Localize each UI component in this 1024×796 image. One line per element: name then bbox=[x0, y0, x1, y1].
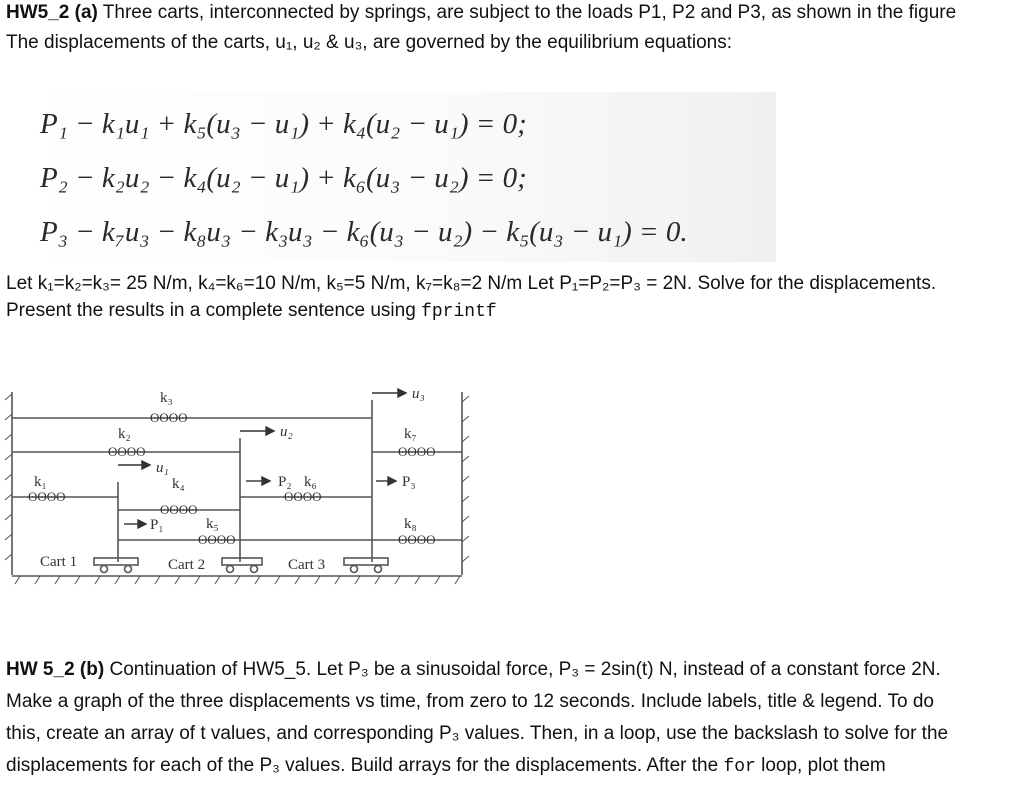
spring-k6-coil: ʘʘʘʘ bbox=[284, 489, 322, 504]
equation-2: P₂ − k₂u₂ − k₄(u₂ − u₁) + k₆(u₃ − u₂) = 0; bbox=[40, 162, 527, 194]
cart-2-wheel-left bbox=[227, 566, 234, 573]
label-k2: k₂ bbox=[118, 426, 131, 442]
u3-arrow-head bbox=[398, 389, 406, 397]
part-b-text-4b: loop, plot them bbox=[755, 755, 886, 776]
intro-line-1 bbox=[6, 0, 956, 26]
label-k8: k₈ bbox=[404, 516, 417, 532]
cart-3-platform bbox=[344, 558, 388, 565]
p2-arrow-head bbox=[262, 477, 270, 485]
cart-3-wheel-right bbox=[375, 566, 382, 573]
label-u3: u₃ bbox=[412, 386, 425, 402]
label-p2: P₂ bbox=[278, 474, 292, 490]
part-b-title: HW 5_2 (b) bbox=[6, 659, 105, 680]
spring-k4-coil: ʘʘʘʘ bbox=[160, 502, 198, 517]
label-u1: u₁ bbox=[156, 460, 169, 476]
part-b-line-1 bbox=[6, 657, 941, 683]
spring-k2-coil: ʘʘʘʘ bbox=[108, 444, 146, 459]
label-k5: k₅ bbox=[206, 516, 219, 532]
intro-line-2: The displacements of the carts, u₁, u₂ & u₃, are governed by the equilibrium equations: bbox=[6, 32, 732, 53]
label-u2: u₂ bbox=[280, 424, 293, 440]
cart-1-platform bbox=[94, 558, 138, 565]
part-b-line-3: this, create an array of t values, and corresponding P₃ values. Then, in a loop, use the backslash to solve for the bbox=[6, 723, 949, 744]
part-b-text-4a: displacements for each of the P₃ values. Build arrays for the displacements. After the bbox=[6, 755, 724, 776]
u2-arrow-head bbox=[266, 427, 274, 435]
for-code: for bbox=[723, 757, 756, 777]
right-wall-hatch bbox=[462, 396, 469, 562]
label-p3: P₃ bbox=[402, 474, 416, 490]
spring-k3-coil: ʘʘʘʘ bbox=[150, 410, 188, 425]
cart-1-wheel-left bbox=[101, 566, 108, 573]
cart-2-wheel-right bbox=[251, 566, 258, 573]
spring-k7-coil: ʘʘʘʘ bbox=[398, 444, 436, 459]
spring-cart-figure bbox=[0, 380, 480, 590]
part-b-line-4 bbox=[6, 753, 886, 780]
ground-hatch bbox=[15, 576, 460, 584]
p1-arrow-head bbox=[138, 520, 146, 528]
label-cart-2: Cart 2 bbox=[168, 557, 206, 573]
u1-arrow-head bbox=[142, 461, 150, 469]
p3-arrow-head bbox=[388, 477, 396, 485]
label-k1: k₁ bbox=[34, 474, 47, 490]
cart-1-wheel-right bbox=[125, 566, 132, 573]
part-b-line-2: Make a graph of the three displacements vs time, from zero to 12 seconds. Include labels, title & legend. To do bbox=[6, 691, 934, 712]
part-a-title: HW5_2 (a) bbox=[6, 2, 98, 23]
present-results-line bbox=[6, 298, 497, 325]
cart-3-wheel-left bbox=[351, 566, 358, 573]
part-b-text-1: Continuation of HW5_5. Let P₃ be a sinusoidal force, P₃ = 2sin(t) N, instead of a constant force 2N. bbox=[104, 659, 941, 680]
fprintf-code: fprintf bbox=[421, 302, 497, 322]
present-results-text: Present the results in a complete sentence using bbox=[6, 300, 422, 321]
label-p1: P₁ bbox=[150, 517, 164, 533]
spring-k1-coil: ʘʘʘʘ bbox=[28, 489, 66, 504]
label-k3: k₃ bbox=[160, 390, 173, 406]
label-cart-3: Cart 3 bbox=[288, 557, 326, 573]
label-k4: k₄ bbox=[172, 476, 185, 492]
spring-k8-coil: ʘʘʘʘ bbox=[398, 532, 436, 547]
left-wall-hatch bbox=[5, 394, 12, 560]
equation-1: P₁ − k₁u₁ + k₅(u₃ − u₁) + k₄(u₂ − u₁) = 0; bbox=[40, 108, 527, 140]
cart-2-platform bbox=[222, 558, 262, 565]
spring-k5-coil: ʘʘʘʘ bbox=[198, 532, 236, 547]
equation-3: P₃ − k₇u₃ − k₈u₃ − k₃u₃ − k₆(u₃ − u₂) − k₅(u₃ − u₁) = 0. bbox=[40, 216, 688, 248]
label-k7: k₇ bbox=[404, 426, 417, 442]
equations-panel bbox=[14, 92, 776, 262]
label-cart-1: Cart 1 bbox=[40, 554, 78, 570]
part-a-intro: Three carts, interconnected by springs, are subject to the loads P1, P2 and P3, as shown in the figure bbox=[97, 2, 957, 23]
label-k6: k₆ bbox=[304, 474, 317, 490]
given-values-line: Let k₁=k₂=k₃= 25 N/m, k₄=k₆=10 N/m, k₅=5 N/m, k₇=k₈=2 N/m Let P₁=P₂=P₃ = 2N. Solve for the displacements. bbox=[6, 273, 937, 294]
